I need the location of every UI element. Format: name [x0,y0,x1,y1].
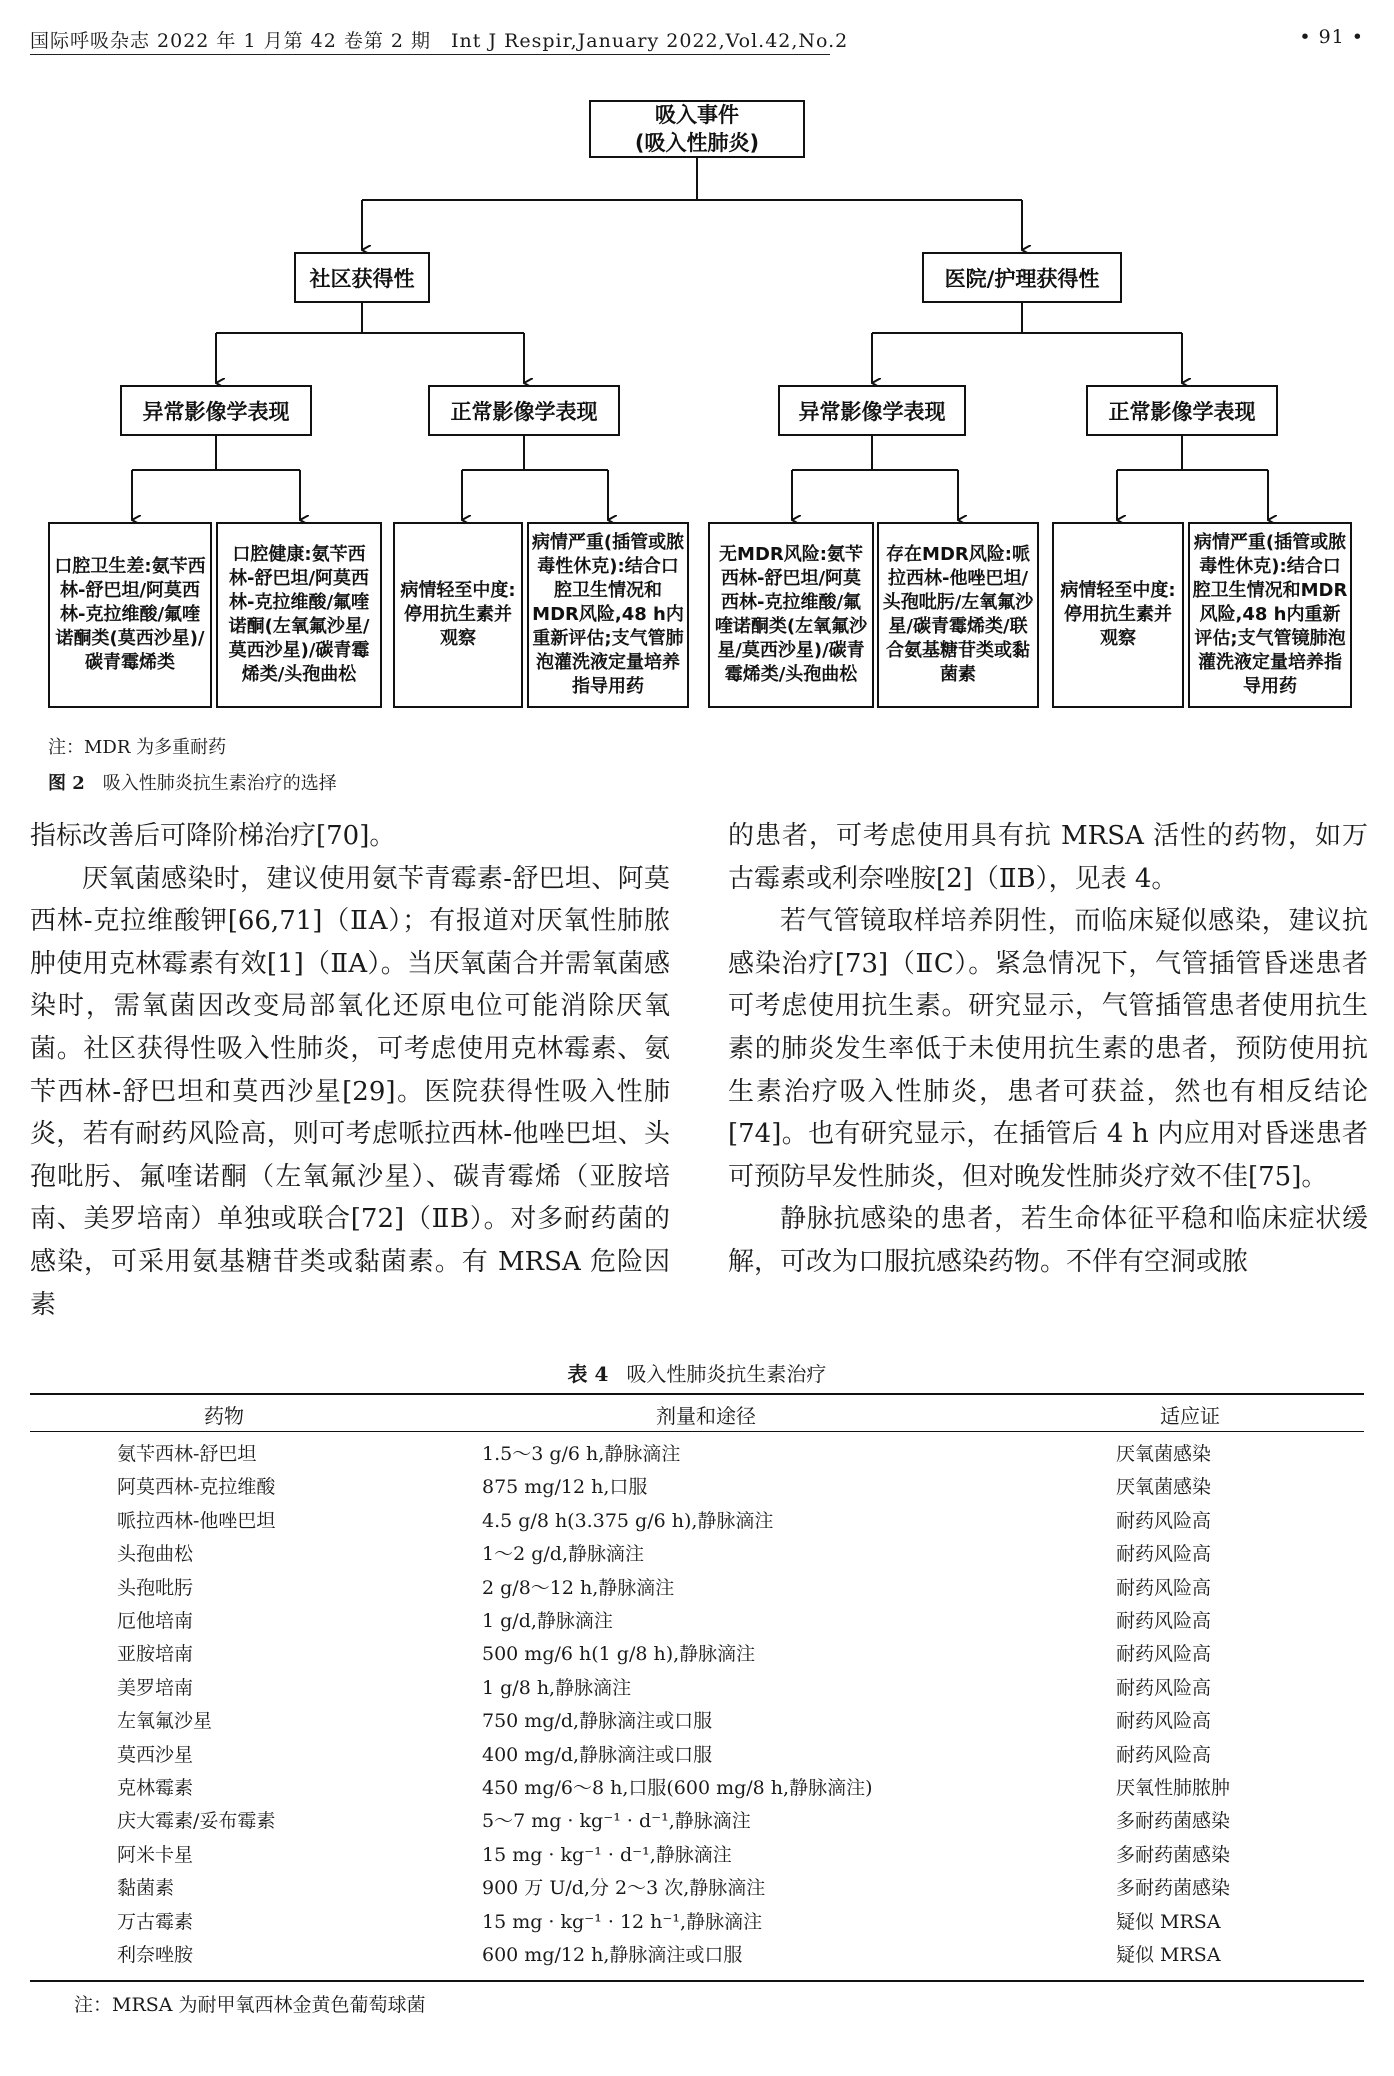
figure-caption [48,769,337,795]
indication-cell: 疑似 MRSA [1116,1910,1221,1933]
indication-cell: 多耐药菌感染 [1116,1843,1231,1866]
table-row [0,1940,1394,1973]
drug-cell: 头孢吡肟 [117,1576,194,1599]
figure-label: 图 2 [48,773,85,794]
node-community-acquired: 社区获得性 [294,252,430,303]
table-label: 表 4 [567,1362,609,1386]
table-row [0,1539,1394,1572]
table-row [0,1773,1394,1806]
drug-cell: 莫西沙星 [117,1743,194,1766]
table-bottom-rule [30,1980,1364,1982]
paragraph: 厌氧菌感染时，建议使用氨苄青霉素-舒巴坦、阿莫西林-克拉维酸钾[66,71]（ⅡA）；有报道对厌氧性肺脓肿使用克林霉素有效[1]（ⅡA）。当厌氧菌合并需氧菌感染时，需氧菌因改变局部氧化还原电位可能消除厌氧菌。社区获得性吸入性肺炎，可考虑使用克林霉素、氨苄西林-舒巴坦和莫西沙星[29]。医院获得性吸入性肺炎，若有耐药风险高，则可考虑哌拉西林-他唑巴坦、头孢吡肟、氟喹诺酮（左氧氟沙星）、碳青霉烯（亚胺培南、美罗培南）单独或联合[72]（ⅡB）。对多耐药菌的感染，可采用氨基糖苷类或黏菌素。有 MRSA 危险因素 [30,863,670,1320]
drug-cell: 厄他培南 [117,1610,194,1632]
indication-cell: 耐药风险高 [1116,1676,1212,1699]
indication-cell: 耐药风险高 [1116,1643,1212,1666]
leaf-no-mdr-risk: 无MDR风险:氨苄西林-舒巴坦/阿莫西林-克拉维酸/氟喹诺酮类(左氧氟沙星/莫西沙星)/碳青霉烯类/头孢曲松 [708,522,874,708]
table-row [0,1472,1394,1505]
drug-cell: 阿莫西林-克拉维酸 [117,1476,276,1499]
table-note: 注：MRSA 为耐甲氧西林金黄色葡萄球菌 [74,1994,426,2016]
dose-cell: 2 g/8～12 h,静脉滴注 [482,1576,675,1599]
dose-cell: 1～2 g/d,静脉滴注 [482,1543,644,1566]
indication-cell: 厌氧菌感染 [1116,1476,1212,1499]
dose-cell: 400 mg/d,静脉滴注或口服 [482,1743,713,1766]
journal-citation: 国际呼吸杂志 2022 年 1 月第 42 卷第 2 期 Int J Respir,January 2022,Vol.42,No.2 [30,30,849,52]
table-header-rule [30,1431,1364,1432]
drug-cell: 头孢曲松 [117,1543,194,1566]
indication-cell: 耐药风险高 [1116,1543,1212,1566]
node-hospital-normal-imaging: 正常影像学表现 [1086,385,1278,436]
leaf-good-oral-health: 口腔健康:氨苄西林-舒巴坦/阿莫西林-克拉维酸/氟喹诺酮(左氧氟沙星/莫西沙星)/碳青霉烯类/头孢曲松 [216,522,382,708]
body-column-right [728,815,1368,1284]
indication-cell: 耐药风险高 [1116,1576,1212,1599]
flowchart [0,0,1394,720]
table-row [0,1840,1394,1873]
dose-cell: 4.5 g/8 h(3.375 g/6 h),静脉滴注 [482,1509,774,1532]
node-hospital-acquired: 医院/护理获得性 [922,252,1122,303]
leaf-hospital-mild: 病情轻至中度:停用抗生素并观察 [1052,522,1184,708]
node-aspiration-event [589,100,805,158]
paragraph: 的患者，可考虑使用具有抗 MRSA 活性的药物，如万古霉素或利奈唑胺[2]（ⅡB），见表 4。 [728,821,1368,894]
figure-caption-text: 吸入性肺炎抗生素治疗的选择 [102,773,337,794]
paragraph: 静脉抗感染的患者，若生命体征平稳和临床症状缓解，可改为口服抗感染药物。不伴有空洞或脓 [728,1204,1368,1277]
table-row [0,1873,1394,1906]
drug-cell: 哌拉西林-他唑巴坦 [117,1509,276,1532]
drug-cell: 利奈唑胺 [117,1944,194,1966]
indication-cell: 多耐药菌感染 [1116,1877,1231,1900]
indication-cell: 疑似 MRSA [1116,1944,1221,1966]
table-title [0,1358,1394,1387]
dose-cell: 5～7 mg · kg⁻¹ · d⁻¹,静脉滴注 [482,1810,751,1833]
indication-cell: 耐药风险高 [1116,1610,1212,1632]
table-top-rule [30,1393,1364,1395]
table-row [0,1573,1394,1606]
dose-cell: 600 mg/12 h,静脉滴注或口服 [482,1944,743,1966]
table-row [0,1639,1394,1672]
dose-cell: 15 mg · kg⁻¹ · d⁻¹,静脉滴注 [482,1843,732,1866]
dose-cell: 1.5～3 g/6 h,静脉滴注 [482,1443,681,1465]
node-aspiration-event-title: 吸入事件 [655,103,739,127]
table-header-indication: 适应证 [1160,1404,1220,1428]
drug-cell: 克林霉素 [117,1777,194,1799]
indication-cell: 耐药风险高 [1116,1509,1212,1532]
leaf-community-mild: 病情轻至中度:停用抗生素并观察 [393,522,523,708]
leaf-poor-oral-hygiene: 口腔卫生差:氨苄西林-舒巴坦/阿莫西林-克拉维酸/氟喹诺酮类(莫西沙星)/碳青霉烯类 [48,522,212,708]
table-header-drug: 药物 [204,1404,244,1428]
indication-cell: 厌氧性肺脓肿 [1116,1777,1231,1799]
indication-cell: 耐药风险高 [1116,1710,1212,1733]
dose-cell: 900 万 U/d,分 2～3 次,静脉滴注 [482,1877,766,1900]
dose-cell: 450 mg/6～8 h,口服(600 mg/8 h,静脉滴注) [482,1777,873,1799]
drug-cell: 美罗培南 [117,1676,194,1699]
drug-cell: 庆大霉素/妥布霉素 [117,1810,276,1833]
indication-cell: 耐药风险高 [1116,1743,1212,1766]
leaf-mdr-risk: 存在MDR风险:哌拉西林-他唑巴坦/头孢吡肟/左氧氟沙星/碳青霉烯类/联合氨基糖苷类或黏菌素 [877,522,1039,708]
table-row [0,1439,1394,1472]
table-row [0,1606,1394,1639]
table-title-text: 吸入性肺炎抗生素治疗 [626,1362,827,1386]
dose-cell: 1 g/d,静脉滴注 [482,1610,613,1632]
leaf-community-severe: 病情严重(插管或脓毒性休克):结合口腔卫生情况和MDR风险,48 h内重新评估;支气管肺泡灌洗液定量培养指导用药 [527,522,689,708]
dose-cell: 15 mg · kg⁻¹ · 12 h⁻¹,静脉滴注 [482,1910,763,1933]
drug-cell: 万古霉素 [117,1910,194,1933]
table-header-dose: 剂量和途径 [656,1404,756,1428]
table-row [0,1806,1394,1839]
table-row [0,1673,1394,1706]
indication-cell: 厌氧菌感染 [1116,1443,1212,1465]
paragraph: 若气管镜取样培养阴性，而临床疑似感染，建议抗感染治疗[73]（ⅡC）。紧急情况下，气管插管昏迷患者可考虑使用抗生素。研究显示，气管插管患者使用抗生素的肺炎发生率低于未使用抗生素的患者，预防使用抗生素治疗吸入性肺炎，患者可获益，然也有相反结论[74]。也有研究显示，在插管后 4 h 内应用对昏迷患者可预防早发性肺炎，但对晚发性肺炎疗效不佳[75]。 [728,906,1368,1192]
node-community-abnormal-imaging: 异常影像学表现 [120,385,312,436]
drug-cell: 阿米卡星 [117,1843,194,1866]
body-column-left [30,815,670,1326]
dose-cell: 1 g/8 h,静脉滴注 [482,1676,632,1699]
node-aspiration-event-subtitle: (吸入性肺炎) [634,131,760,155]
leaf-hospital-severe: 病情严重(插管或脓毒性休克):结合口腔卫生情况和MDR风险,48 h内重新评估;支气管镜肺泡灌洗液定量培养指导用药 [1188,522,1352,708]
dose-cell: 500 mg/6 h(1 g/8 h),静脉滴注 [482,1643,756,1666]
drug-cell: 黏菌素 [117,1877,175,1900]
dose-cell: 875 mg/12 h,口服 [482,1476,648,1499]
table-row [0,1740,1394,1773]
drug-cell: 氨苄西林-舒巴坦 [117,1443,257,1465]
paragraph: 指标改善后可降阶梯治疗[70]。 [30,821,396,851]
node-hospital-abnormal-imaging: 异常影像学表现 [778,385,966,436]
drug-cell: 左氧氟沙星 [117,1710,213,1733]
figure-note: 注：MDR 为多重耐药 [48,737,227,758]
table-row [0,1706,1394,1739]
node-community-normal-imaging: 正常影像学表现 [428,385,620,436]
page-number: • 91 • [1299,26,1364,48]
drug-cell: 亚胺培南 [117,1643,194,1666]
table-row [0,1506,1394,1539]
indication-cell: 多耐药菌感染 [1116,1810,1231,1833]
table-row [0,1907,1394,1940]
dose-cell: 750 mg/d,静脉滴注或口服 [482,1710,713,1733]
